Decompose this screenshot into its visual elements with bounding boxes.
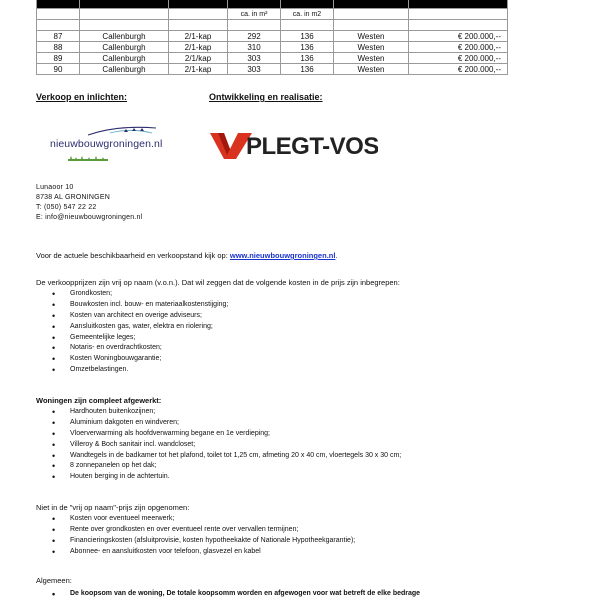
table-spacer-row	[37, 20, 508, 31]
list-item: • Gemeentelijke leges;	[52, 333, 228, 344]
address-block	[36, 183, 142, 223]
living-area: 136	[281, 31, 334, 42]
header-cell	[169, 9, 228, 20]
included-costs-list	[52, 289, 228, 376]
list-item: • Houten berging in de achtertuin.	[52, 472, 401, 483]
header-cell	[80, 9, 169, 20]
plot-size: 303	[228, 64, 281, 75]
header-cell	[409, 9, 508, 20]
finish-intro: Woningen zijn compleet afgewerkt:	[36, 396, 162, 405]
header-cell	[37, 9, 80, 20]
development-label: Ontwikkeling en realisatie:	[209, 92, 323, 102]
house-type: 2/1/kap	[169, 53, 228, 64]
availability-text: Voor de actuele beschikbaarheid en verkoopstand kijk op: www.nieuwbouwgroningen.nl.	[36, 251, 338, 260]
list-item: • Grondkosten;	[52, 289, 228, 300]
table-row	[37, 64, 508, 75]
plot-size: 292	[228, 31, 281, 42]
list-item: • Wandtegels in de badkamer tot het plafond, toilet tot 1,25 cm, afmeting 20 x 40 cm, vloertegels 30 x 30 cm;	[52, 451, 401, 462]
header-cell: ca. in m2	[281, 9, 334, 20]
plot-size: 303	[228, 53, 281, 64]
house-type: 2/1-kap	[169, 42, 228, 53]
finishing-list	[52, 407, 401, 483]
list-item: • Kosten voor eventueel meerwerk;	[52, 514, 355, 525]
price: € 200.000,--	[409, 31, 508, 42]
logo-wordmark: nieuwbouwgroningen.nl	[50, 138, 163, 150]
garden-orientation: Westen	[334, 64, 409, 75]
table-row	[37, 53, 508, 64]
plegt-vos-logo[interactable]	[208, 125, 378, 165]
general-label: Algemeen:	[36, 576, 72, 585]
general-list	[52, 589, 420, 600]
email-line: E: info@nieuwbouwgroningen.nl	[36, 214, 143, 221]
website-link[interactable]: www.nieuwbouwgroningen.nl	[229, 251, 336, 260]
list-item: • De koopsom van de woning, De totale koopsomm worden en afgewogen voor wat betreft de elke bedrage	[52, 589, 420, 600]
price: € 200.000,--	[409, 64, 508, 75]
sales-label: Verkoop en inlichten:	[36, 92, 128, 102]
house-type: 2/1-kap	[169, 64, 228, 75]
list-item: • Kosten van architect en overige adviseurs;	[52, 311, 228, 322]
list-item: • Omzetbelastingen.	[52, 365, 228, 376]
header-cell	[334, 9, 409, 20]
list-item: • Financieringskosten (afsluitprovisie, kosten hypotheekakte of Nationale Hypotheekgarantie);	[52, 536, 355, 547]
table-row	[37, 31, 508, 42]
list-item: • Bouwkosten incl. bouw- en materiaalkostenstijging;	[52, 300, 228, 311]
phone-line: T: (050) 547 22 22	[36, 204, 97, 211]
plot-size: 310	[228, 42, 281, 53]
list-item: • Villeroy & Boch sanitair incl. wandcloset;	[52, 440, 401, 451]
lot-number: 89	[37, 53, 80, 64]
garden-orientation: Westen	[334, 31, 409, 42]
plegt-vos-wordmark: PLEGT-VOS	[246, 133, 378, 160]
list-item: • Abonnee- en aansluitkosten voor telefoon, glasvezel en kabel	[52, 547, 355, 558]
living-area: 136	[281, 42, 334, 53]
street: Callenburgh	[80, 64, 169, 75]
price: € 200.000,--	[409, 53, 508, 64]
price: € 200.000,--	[409, 42, 508, 53]
list-item: • Hardhouten buitenkozijnen;	[52, 407, 401, 418]
list-item: • Aluminium dakgoten en windveren;	[52, 418, 401, 429]
header-cell: ca. in m²	[228, 9, 281, 20]
lot-number: 87	[37, 31, 80, 42]
address-line: Lunaoor 10	[36, 184, 74, 191]
excluded-intro: Niet in de "vrij op naam"-prijs zijn opgenomen:	[36, 503, 190, 512]
list-item: • Kosten Woningbouwgarantie;	[52, 354, 228, 365]
excluded-costs-list	[52, 514, 355, 558]
street: Callenburgh	[80, 31, 169, 42]
house-type: 2/1-kap	[169, 31, 228, 42]
table-header-dark	[37, 0, 508, 9]
address-line: 8738 AL GRONINGEN	[36, 194, 110, 201]
living-area: 136	[281, 64, 334, 75]
list-item: • Aansluitkosten gas, water, elektra en riolering;	[52, 322, 228, 333]
street: Callenburgh	[80, 42, 169, 53]
von-intro: De verkoopprijzen zijn vrij op naam (v.o.n.). Dat wil zeggen dat de volgende kosten in de prijs zijn inbegrepen:	[36, 278, 400, 287]
lot-number: 88	[37, 42, 80, 53]
list-item: • Vloerverwarming als hoofdverwarming begane en 1e verdieping;	[52, 429, 401, 440]
plegt-vos-mark	[208, 125, 378, 165]
price-table	[36, 0, 508, 75]
lot-number: 90	[37, 64, 80, 75]
living-area: 136	[281, 53, 334, 64]
table-header-row	[37, 9, 508, 20]
garden-orientation: Westen	[334, 42, 409, 53]
list-item: • 8 zonnepanelen op het dak;	[52, 461, 401, 472]
list-item: • Notaris- en overdrachtkosten;	[52, 343, 228, 354]
table-row	[37, 42, 508, 53]
nieuwbouwgroningen-logo[interactable]	[48, 124, 176, 168]
list-item: • Rente over grondkosten en over eventueel rente over vervallen termijnen;	[52, 525, 355, 536]
street: Callenburgh	[80, 53, 169, 64]
garden-orientation: Westen	[334, 53, 409, 64]
